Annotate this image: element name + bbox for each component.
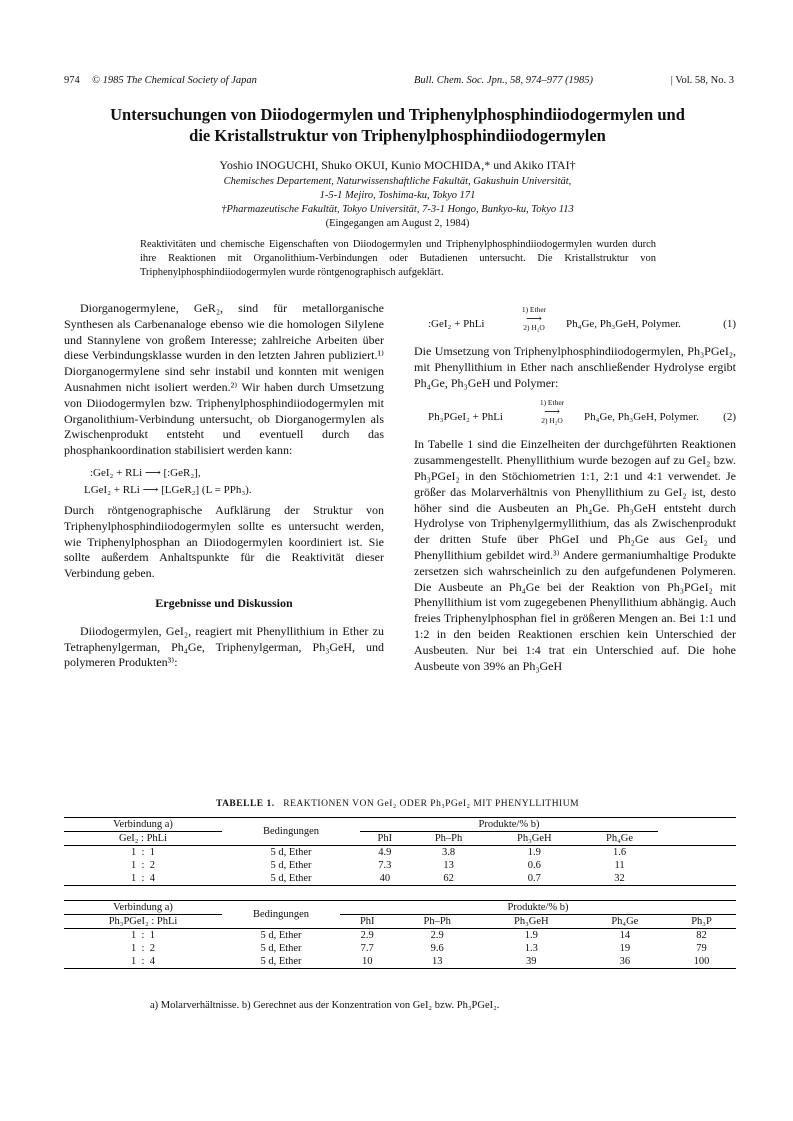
value-cell: 79 bbox=[696, 943, 707, 954]
value-cell: 0.6 bbox=[527, 860, 541, 871]
t2-col-4: Ph₃P bbox=[667, 915, 736, 929]
right-column bbox=[414, 306, 736, 674]
value-cell: 1.6 bbox=[612, 847, 627, 858]
table-row bbox=[64, 942, 736, 955]
ratio-cell: 1 : 1 bbox=[131, 847, 155, 858]
table-ge-part bbox=[64, 817, 736, 886]
equation-b: LGeI₂ + RLi ⟶ [LGeR₂] (L = PPh₃). bbox=[84, 483, 252, 496]
t2-cond-head: Bedingungen bbox=[222, 901, 340, 929]
eq2-cond-1: 1) Ether bbox=[539, 398, 565, 408]
empty-cell bbox=[658, 859, 736, 872]
t1-col-1: Ph–Ph bbox=[410, 832, 488, 846]
table-title: REAKTIONEN VON GeI₂ ODER Ph₃PGeI₂ MIT PHENYLLITHIUM bbox=[283, 799, 580, 809]
value-cell: 7.7 bbox=[360, 943, 374, 954]
value-cell: 9.6 bbox=[430, 943, 444, 954]
eq2-cond-2: 2) H₂O bbox=[541, 416, 563, 426]
value-cell: 13 bbox=[443, 860, 454, 871]
t1-cond-head: Bedingungen bbox=[222, 818, 360, 846]
value-cell: 1.9 bbox=[524, 930, 538, 941]
value-cell: 62 bbox=[410, 872, 488, 886]
cond-cell: 5 d, Ether bbox=[260, 930, 302, 941]
t2-compound-head: Verbindung a) bbox=[64, 901, 222, 915]
t2-col-3: Ph₄Ge bbox=[583, 915, 667, 929]
t2-prod-head: Produkte/% b) bbox=[340, 901, 736, 915]
value-cell: 36 bbox=[583, 955, 667, 969]
value-cell: 11 bbox=[614, 860, 625, 871]
affiliation-2: 1-5-1 Mejiro, Toshima-ku, Tokyo 171 bbox=[319, 190, 476, 201]
t1-spacer bbox=[658, 818, 736, 832]
value-cell: 4.9 bbox=[378, 847, 392, 858]
table-caption bbox=[60, 799, 735, 809]
value-cell: 0.7 bbox=[488, 872, 582, 886]
ratio-cell: 1 : 2 bbox=[131, 860, 155, 871]
journal-citation: Bull. Chem. Soc. Jpn., 58, 974–977 (1985) bbox=[414, 75, 594, 86]
eq1-right: Ph₄Ge, Ph₃GeH, Polymer. bbox=[566, 318, 681, 330]
t1-col-3: Ph₄Ge bbox=[581, 832, 658, 846]
eq2-arrow bbox=[524, 399, 580, 425]
table-label: TABELLE 1. bbox=[215, 799, 275, 809]
eq1-arrow bbox=[506, 306, 562, 332]
cond-cell: 5 d, Ether bbox=[222, 955, 340, 969]
page-number: 974 bbox=[64, 75, 80, 86]
value-cell: 7.3 bbox=[378, 860, 392, 871]
ratio-cell: 1 : 2 bbox=[131, 943, 155, 954]
title-line-2: die Kristallstruktur von Triphenylphosphindiiodogermylen bbox=[189, 126, 606, 145]
t1-spacer-2 bbox=[658, 832, 736, 846]
results-paragraph: Diiodogermylen, GeI₂, reagiert mit Phenyllithium in Ether zu Tetraphenylgerman, Ph₄Ge, Triphenylgerman, Ph₃GeH, und polymeren Produkten³⁾: bbox=[64, 623, 384, 670]
volume-info: | Vol. 58, No. 3 bbox=[670, 75, 734, 86]
ratio-cell: 1 : 4 bbox=[64, 872, 222, 886]
value-cell: 2.9 bbox=[430, 930, 444, 941]
authors: Yoshio INOGUCHI, Shuko OKUI, Kunio MOCHIDA,* und Akiko ITAI† bbox=[219, 158, 576, 172]
left-column bbox=[64, 301, 384, 671]
table-row bbox=[64, 846, 736, 860]
eq1-number: (1) bbox=[723, 318, 736, 330]
intro-paragraph: Diorganogermylene, GeR₂, sind für metallorganische Synthesen als Carbenanaloge ebenso wie die homologen Silylene und Stannylene von großem Interesse; zahlreiche Arbeiten über diese Verbindungsklasse wurden in den letzten Jahren publiziert.¹⁾ Diorganogermylene sind sehr instabil und konnten mit wenigen Ausnahmen nicht isoliert werden.²⁾ Wir haben durch Umsetzung von Diiodogermylen bzw. Triphenylphosphindiiodogermylen mit Organolithium-Verbindung untersucht, ob Diorganogermylen als Zwischenprodukt entsteht und eventuell durch das phosphankoordination stabilisiert werden kann: bbox=[64, 301, 384, 458]
value-cell: 19 bbox=[619, 943, 631, 954]
t2-ratio-head: Ph₃PGeI₂ : PhLi bbox=[64, 915, 222, 929]
title-line-1: Untersuchungen von Diiodogermylen und Triphenylphosphindiiodogermylen und bbox=[110, 105, 685, 124]
equation-1 bbox=[414, 306, 736, 340]
right-paragraph-1: Die Umsetzung von Triphenylphosphindiiodogermylen, Ph₃PGeI₂, mit Phenyllithium in Ether nach anschließender Hydrolyse ergibt Ph₄Ge, Ph₃GeH und Polymer: bbox=[414, 344, 736, 390]
table-row bbox=[64, 872, 736, 886]
t1-col-2: Ph₃GeH bbox=[488, 832, 582, 846]
value-cell: 3.8 bbox=[442, 847, 456, 858]
empty-cell bbox=[658, 872, 736, 886]
ratio-cell: 1 : 1 bbox=[131, 930, 155, 941]
value-cell: 2.9 bbox=[360, 930, 374, 941]
table-row bbox=[64, 929, 736, 943]
value-cell: 1.3 bbox=[524, 943, 538, 954]
eq1-cond-2: 2) H₂O bbox=[523, 323, 545, 332]
value-cell: 14 bbox=[619, 930, 631, 941]
eq2-number: (2) bbox=[723, 411, 736, 424]
cond-cell: 5 d, Ether bbox=[222, 872, 360, 886]
structure-paragraph: Durch röntgenographische Aufklärung der Struktur von Triphenylphosphindiiodogermylen sollte es untersucht werden, wie Triphenylphosphan an Diiodogermylen koordiniert ist. Sie sollte außerdem Anhaltspunkte für die Reaktivität dieser Verbindung geben. bbox=[64, 502, 384, 581]
abstract: Reaktivitäten und chemische Eigenschaften von Diiodogermylen und Triphenylphosphindiiodogermylen wurden durch ihre Reaktionen mit Organolithium-Verbindungen oder Butadienen untersucht. Die Kristallstruktur von Triphenylphosphindiiodogermylen wurde röntgenographisch aufgeklärt. bbox=[140, 239, 656, 278]
t1-prod-head: Produkte/% b) bbox=[360, 818, 658, 832]
ratio-cell: 1 : 4 bbox=[64, 955, 222, 969]
cond-cell: 5 d, Ether bbox=[270, 860, 312, 871]
eq1-cond-1: 1) Ether bbox=[521, 305, 547, 314]
empty-cell bbox=[658, 846, 736, 860]
t1-compound-head: Verbindung a) bbox=[64, 818, 222, 832]
value-cell: 100 bbox=[667, 955, 736, 969]
paper-title bbox=[60, 104, 735, 146]
received-date: (Eingegangen am August 2, 1984) bbox=[325, 218, 470, 229]
arrow-icon: ⟶ bbox=[544, 406, 560, 419]
value-cell: 32 bbox=[581, 872, 658, 886]
t2-col-0: PhI bbox=[340, 915, 394, 929]
equation-2 bbox=[414, 397, 736, 437]
cond-cell: 5 d, Ether bbox=[260, 943, 302, 954]
table-ph3pgei2-part bbox=[64, 900, 736, 969]
value-cell: 13 bbox=[394, 955, 479, 969]
table-row bbox=[64, 859, 736, 872]
t1-col-0: PhI bbox=[360, 832, 410, 846]
eq2-right: Ph₄Ge, Ph₃GeH, Polymer. bbox=[584, 411, 699, 424]
value-cell: 39 bbox=[480, 955, 583, 969]
value-cell: 10 bbox=[340, 955, 394, 969]
eq2-left: Ph₃PGeI₂ + PhLi bbox=[428, 411, 503, 424]
table-footnote: a) Molarverhältnisse. b) Gerechnet aus der Konzentration von GeI₂ bzw. Ph₃PGeI₂. bbox=[150, 1000, 500, 1011]
arrow-icon: ⟶ bbox=[526, 313, 542, 325]
equation-a: :GeI₂ + RLi ⟶ [:GeR₂], bbox=[90, 466, 201, 479]
right-paragraph-2: In Tabelle 1 sind die Einzelheiten der durchgeführten Reaktionen zusammengestellt. Phenyllithium wurde bezogen auf zu GeI₂ bzw. Ph₃PGeI₂ in den Stöchiometrien 1:1, 2:1 und 4:1 verwendet. Je größer das Molarverhältnis von Phenyllithium zu GeI₂ ist, desto höher sind die Ausbeuten an Ph₄Ge. Ph₃GeH entsteht durch Hydrolyse von Triphenylgermyllithium, das als Zwischenprodukt der dritten Stufe über PhGeI und Ph₂Ge aus GeI₂ und Phenyllithium gebildet wird.³⁾ Andere germaniumhaltige Produkte zersetzen sich wahrscheinlich zu den aufgefundenen Polymeren. Die Ausbeute an Ph₄Ge bei der Reaktion von Ph₃PGeI₂ mit Phenyllithium ist vom zugegebenen Phenyllithium abhängig. Auch freies Triphenylphosphan fiel in größeren Mengen an. Bei 1:1 und 1:2 in den beiden Reaktionen erschien kein Unterschied der Ausbeuten. Nur bei 1:4 trat ein Unterschied auf. Die hohe Ausbeute von 39% an Ph₃GeH bbox=[414, 437, 736, 673]
t1-ratio-head: GeI₂ : PhLi bbox=[64, 832, 222, 846]
copyright: © 1985 The Chemical Society of Japan bbox=[92, 75, 257, 86]
value-cell: 40 bbox=[360, 872, 410, 886]
cond-cell: 5 d, Ether bbox=[270, 847, 312, 858]
section-heading: Ergebnisse und Diskussion bbox=[155, 595, 293, 610]
t2-col-2: Ph₃GeH bbox=[480, 915, 583, 929]
value-cell: 1.9 bbox=[527, 847, 541, 858]
eq1-left: :GeI₂ + PhLi bbox=[428, 318, 485, 330]
table-row bbox=[64, 955, 736, 969]
t2-col-1: Ph–Ph bbox=[394, 915, 479, 929]
affiliation-3: †Pharmazeutische Fakultät, Tokyo Universität, 7-3-1 Hongo, Bunkyo-ku, Tokyo 113 bbox=[221, 204, 574, 215]
value-cell: 82 bbox=[696, 930, 707, 941]
affiliation-1: Chemisches Departement, Naturwissenshaftliche Fakultät, Gakushuin Universität, bbox=[223, 176, 572, 187]
